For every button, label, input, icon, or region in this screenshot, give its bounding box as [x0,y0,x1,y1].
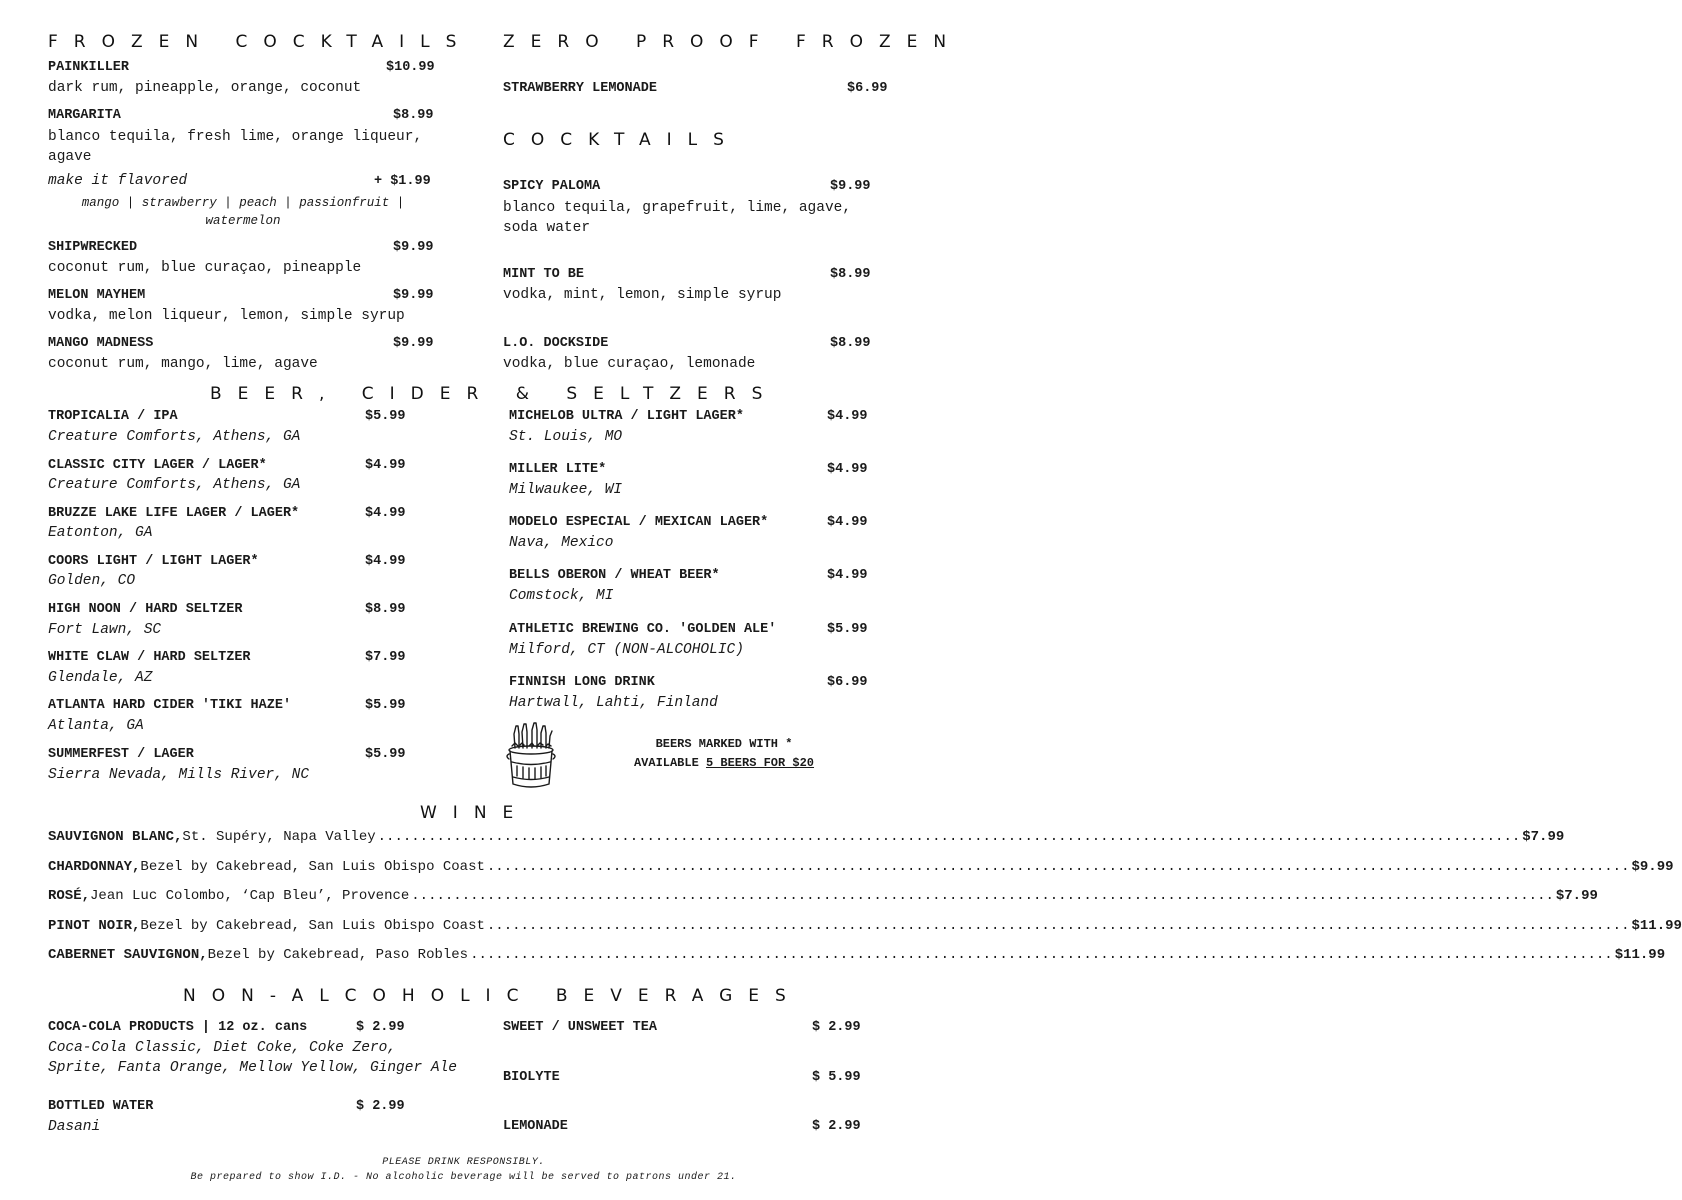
mint-to-be-price: $8.99 [830,267,871,282]
beer-name: TROPICALIA / IPA [48,409,178,424]
wine-detail: Bezel by Cakebread, San Luis Obispo Coast [140,859,485,875]
beer-price: $5.99 [365,409,406,424]
mango-madness-desc: coconut rum, mango, lime, agave [48,356,318,372]
wine-row [48,888,1598,904]
painkiller-name: PAINKILLER [48,60,130,75]
beer-origin: Golden, CO [48,573,136,589]
beer-price: $5.99 [365,698,406,713]
lemonade-price: $ 2.99 [812,1119,861,1134]
melon-mayhem-price: $9.99 [393,288,434,303]
strawberry-lemonade-price: $6.99 [847,81,888,96]
beer-name: ATLANTA HARD CIDER 'TIKI HAZE' [48,698,292,713]
beer-name: MICHELOB ULTRA / LIGHT LAGER* [509,409,744,424]
coca-cola-price: $ 2.99 [356,1020,405,1035]
beer-origin: Atlanta, GA [48,718,144,734]
mint-to-be-desc: vodka, mint, lemon, simple syrup [503,287,782,303]
beer-deal-prefix: AVAILABLE [633,756,706,770]
mint-to-be-name: MINT TO BE [503,267,585,282]
beer-deal-note [600,735,848,773]
painkiller-price: $10.99 [386,60,435,75]
wine-heading: WINE [420,803,530,823]
beer-deal-line1: BEERS MARKED WITH * [655,737,793,751]
spicy-paloma-desc: blanco tequila, grapefruit, lime, agave, soda water [503,200,852,236]
beer-origin: Hartwall, Lahti, Finland [509,695,718,711]
beer-name: BRUZZE LAKE LIFE LAGER / LAGER* [48,506,300,521]
non-alcoholic-heading: NON-ALCOHOLIC BEVERAGES [183,986,802,1006]
tea-name: SWEET / UNSWEET TEA [503,1020,657,1035]
wine-price: $11.99 [1631,918,1682,934]
margarita-name: MARGARITA [48,108,121,123]
footer-responsibly: PLEASE DRINK RESPONSIBLY. [382,1157,545,1168]
painkiller-desc: dark rum, pineapple, orange, coconut [48,80,362,96]
melon-mayhem-name: MELON MAYHEM [48,288,146,303]
beer-bucket-icon [505,722,557,792]
beer-price: $5.99 [827,622,868,637]
beer-origin: Glendale, AZ [48,670,153,686]
bottled-water-price: $ 2.99 [356,1099,405,1114]
wine-row [48,918,1682,934]
lemonade-name: LEMONADE [503,1119,568,1134]
spicy-paloma-price: $9.99 [830,179,871,194]
shipwrecked-name: SHIPWRECKED [48,240,138,255]
bottled-water-brand: Dasani [48,1119,101,1135]
beer-price: $5.99 [365,747,406,762]
coca-cola-list-line2: Sprite, Fanta Orange, Mellow Yellow, Ginger Ale [48,1060,457,1076]
shipwrecked-desc: coconut rum, blue curaçao, pineapple [48,260,362,276]
wine-name: PINOT NOIR, [48,918,141,934]
flavor-price: + $1.99 [374,174,431,189]
beer-name: ATHLETIC BREWING CO. 'GOLDEN ALE' [509,622,777,637]
beer-price: $4.99 [827,462,868,477]
wine-leader-dots: ........................................................................................................................................ [377,829,1521,845]
wine-leader-dots: ........................................................................................................................................ [486,918,1630,934]
beer-origin: St. Louis, MO [509,429,623,445]
beer-price: $8.99 [365,602,406,617]
footer-id-notice: Be prepared to show I.D. - No alcoholic beverage will be served to patrons under 21. [190,1172,737,1183]
beer-origin: Milford, CT (NON-ALCOHOLIC) [509,642,744,658]
bottled-water-name: BOTTLED WATER [48,1099,154,1114]
coca-cola-name: COCA-COLA PRODUCTS | 12 oz. cans [48,1020,308,1035]
coca-cola-list-line1: Coca-Cola Classic, Diet Coke, Coke Zero, [48,1040,397,1056]
strawberry-lemonade-name: STRAWBERRY LEMONADE [503,81,657,96]
beer-deal-line2 [600,754,848,773]
wine-row [48,859,1674,875]
wine-price: $7.99 [1555,888,1598,904]
beer-price: $4.99 [827,409,868,424]
cocktails-heading: COCKTAILS [503,130,740,150]
beer-name: MODELO ESPECIAL / MEXICAN LAGER* [509,515,769,530]
wine-price: $7.99 [1522,829,1565,845]
beer-price: $4.99 [365,506,406,521]
flavor-options: mango | strawberry | peach | passionfruit | watermelon [81,196,405,228]
dockside-name: L.O. DOCKSIDE [503,336,609,351]
dockside-price: $8.99 [830,336,871,351]
wine-price: $9.99 [1631,859,1674,875]
beer-price: $6.99 [827,675,868,690]
biolyte-name: BIOLYTE [503,1070,560,1085]
tea-price: $ 2.99 [812,1020,861,1035]
beer-price: $4.99 [365,458,406,473]
beer-price: $4.99 [827,568,868,583]
shipwrecked-price: $9.99 [393,240,434,255]
wine-row [48,947,1666,963]
beer-price: $4.99 [365,554,406,569]
mango-madness-price: $9.99 [393,336,434,351]
beer-origin: Milwaukee, WI [509,482,623,498]
wine-name: SAUVIGNON BLANC, [48,829,183,845]
beer-name: SUMMERFEST / LAGER [48,747,194,762]
mango-madness-name: MANGO MADNESS [48,336,154,351]
beer-origin: Comstock, MI [509,588,614,604]
beer-origin: Creature Comforts, Athens, GA [48,429,301,445]
flavor-label: make it flavored [48,173,188,189]
wine-name: CHARDONNAY, [48,859,141,875]
dockside-desc: vodka, blue curaçao, lemonade [503,356,756,372]
spicy-paloma-name: SPICY PALOMA [503,179,601,194]
zero-proof-heading: ZERO PROOF FROZEN [503,32,963,52]
wine-price: $11.99 [1614,947,1666,963]
wine-leader-dots: ........................................................................................................................................ [411,888,1554,904]
margarita-price: $8.99 [393,108,434,123]
beer-price: $4.99 [827,515,868,530]
melon-mayhem-desc: vodka, melon liqueur, lemon, simple syrup [48,308,405,324]
wine-leader-dots: ........................................................................................................................................ [470,947,1613,963]
wine-detail: Bezel by Cakebread, Paso Robles [207,947,469,963]
wine-detail: St. Supéry, Napa Valley [182,829,376,845]
beer-price: $7.99 [365,650,406,665]
frozen-cocktails-heading: FROZEN COCKTAILS [48,32,473,52]
wine-detail: Jean Luc Colombo, ‘Cap Bleu’, Provence [90,888,410,904]
beer-origin: Creature Comforts, Athens, GA [48,477,301,493]
beer-name: MILLER LITE* [509,462,607,477]
beer-name: WHITE CLAW / HARD SELTZER [48,650,251,665]
beer-origin: Eatonton, GA [48,525,153,541]
beer-origin: Fort Lawn, SC [48,622,162,638]
beer-name: BELLS OBERON / WHEAT BEER* [509,568,720,583]
beer-origin: Sierra Nevada, Mills River, NC [48,767,310,783]
beer-name: COORS LIGHT / LIGHT LAGER* [48,554,259,569]
beer-deal-offer: 5 BEERS FOR $20 [705,756,815,770]
beer-name: HIGH NOON / HARD SELTZER [48,602,243,617]
wine-detail: Bezel by Cakebread, San Luis Obispo Coast [140,918,485,934]
biolyte-price: $ 5.99 [812,1070,861,1085]
beer-name: CLASSIC CITY LAGER / LAGER* [48,458,267,473]
wine-name: ROSÉ, [48,888,91,904]
beer-name: FINNISH LONG DRINK [509,675,655,690]
wine-leader-dots: ........................................................................................................................................ [486,859,1630,875]
wine-name: CABERNET SAUVIGNON, [48,947,208,963]
beer-origin: Nava, Mexico [509,535,614,551]
beer-heading: BEER, CIDER & SELTZERS [210,384,779,404]
wine-row [48,829,1565,845]
margarita-desc: blanco tequila, fresh lime, orange liqueur, agave [48,129,423,165]
